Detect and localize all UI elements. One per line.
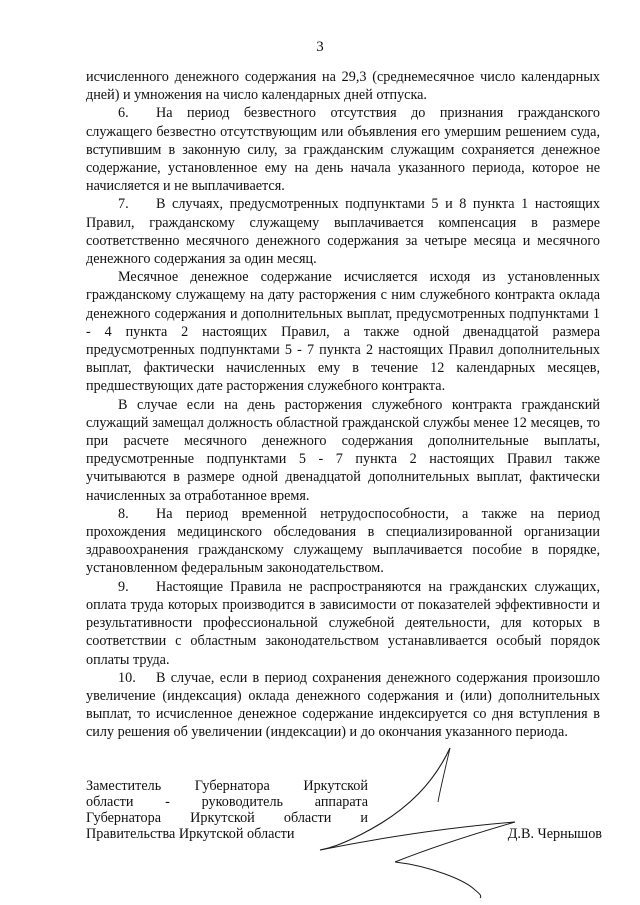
paragraph-number: 6. [118,105,129,122]
paragraph-7 [86,195,600,268]
signatory-title-line [86,810,368,826]
paragraph-8 [86,505,600,578]
paragraph-number: 10. [118,669,136,686]
title-word: аппарата [314,794,368,810]
paragraph-number: 8. [118,505,129,522]
title-word: Правительства Иркутской области [86,826,295,842]
document-body [86,68,600,742]
signature-block [86,778,602,848]
paragraph-continuation: исчисленного денежного содержания на 29,3 (среднемесячное число календарных дней) и умножения на число календарных дней отпуска. [86,69,600,104]
signatory-title-line [86,778,368,794]
paragraph-text: Настоящие Правила не распространяются на гражданских служащих, оплата труда которых производится в зависимости от показателей эффективности и результативности профессиональной служебной деятельности, для которых в соответствии с областным законодательством устанавливается особый порядок оплаты труда. [86,578,600,668]
paragraph-text: На период безвестного отсутствия до признания гражданского служащего безвестно отсутствующим или объявления его умершим решением суда, вступившим в законную силу, за гражданским служащим сохраняется денежное содержание, установленное ему на день начала указанного периода, которое не начисляется и не выплачивается. [86,105,600,195]
title-word: руководитель [201,794,283,810]
paragraph-7-less-than-12-months: В случае если на день расторжения служебного контракта гражданский служащий замещал должность областной гражданской службы менее 12 месяцев, то при расчете месячного денежного содержания дополнительные выплаты, предусмотренные подпунктами 5 - 7 пункта 2 настоящих Правил также учитываются в размере одной двенадцатой дополнительных выплат, фактически начисленных за отработанное время. [86,396,600,504]
title-word: Заместитель [86,778,162,794]
title-word: области [283,810,332,826]
signatory-title-line [86,794,368,810]
paragraph-text: В случае, если в период сохранения денежного содержания произошло увеличение (индексация) оклада денежного содержания и (или) дополнительных выплат, то исчисленное денежное содержание индексируется со дня вступления в силу решения об увеличении (индексации) и до окончания указанного периода. [86,669,600,741]
paragraph-6 [86,104,600,195]
title-word: - [165,794,170,810]
page-number: 3 [316,39,324,55]
title-word: Губернатора [86,810,162,826]
paragraph-text: В случаях, предусмотренных подпунктами 5 и 8 пункта 1 настоящих Правил, гражданскому служащему выплачивается компенсация в размере соответственно месячного денежного содержания за четыре месяца и месячного денежного содержания за один месяц. [86,196,600,268]
title-word: области [86,794,134,810]
signatory-title [86,778,368,842]
paragraph-text: На период временной нетрудоспособности, а также на период прохождения медицинского обследования в специализированной организации здравоохранения гражданскому служащему выплачивается пособие в порядке, установленном федеральным законодательством. [86,505,600,577]
signatory-name: Д.В. Чернышов [507,826,602,842]
title-word: Иркутской [303,778,368,794]
paragraph-9 [86,578,600,669]
paragraph-7-monthly-pay: Месячное денежное содержание исчисляется исходя из установленных гражданскому служащему на дату расторжения с ним служебного контракта оклада денежного содержания и дополнительных выплат, предусмотренных подпунктами 1 - 4 пункта 2 настоящих Правил, а также одной двенадцатой размера предусмотренных подпунктами 5 - 7 пункта 2 настоящих Правил дополнительных выплат, фактически начисленных ему в течение 12 календарных месяцев, предшествующих дате расторжения служебного контракта. [86,269,600,395]
paragraph-10 [86,669,600,742]
paragraph-number: 7. [118,196,129,213]
title-word: и [360,810,368,826]
signatory-title-line [86,826,368,842]
title-word: Иркутской [190,810,255,826]
paragraph-number: 9. [118,578,129,595]
title-word: Губернатора [194,778,270,794]
